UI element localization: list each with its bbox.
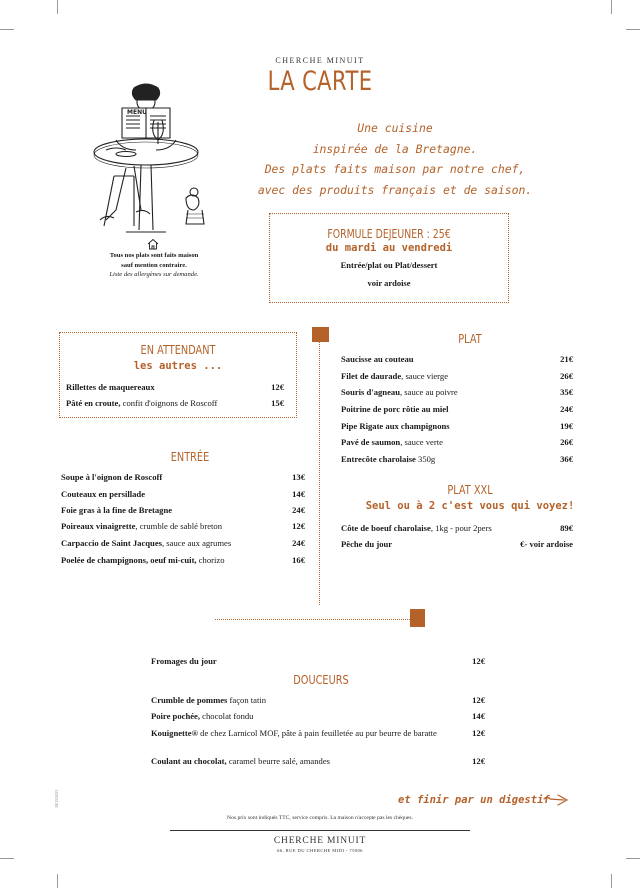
menu-item-detail: , sauce verte [400, 437, 443, 447]
menu-item [61, 472, 305, 483]
section-subtitle-plat-xxl: Seul ou à 2 c'est vous qui voyez! [365, 500, 575, 512]
menu-item-name [61, 505, 172, 516]
menu-item-price: 13€ [292, 472, 305, 482]
digestif-text: et finir par un digestif [398, 794, 550, 806]
section-title-entree: ENTRÉE [170, 449, 210, 464]
crop-mark [57, 874, 58, 888]
man-reading-menu-illustration [86, 80, 226, 240]
menu-item-fromages [151, 656, 485, 667]
section-title-en-attendant: EN ATTENDANT [140, 342, 216, 357]
section-title-plat: PLAT [458, 331, 482, 346]
menu-item-price: 12€ [472, 756, 485, 766]
menu-item-detail: chorizo [196, 555, 225, 565]
menu-item-dish: Entrecôte charolaise [341, 454, 416, 464]
arrow-right-icon [542, 792, 570, 808]
brand-header: CHERCHE MINUIT [275, 56, 365, 65]
formule-box [269, 213, 509, 303]
menu-item-dish: Côte de boeuf charolaise [341, 523, 431, 533]
menu-item-dish: Poireaux vinaigrette [61, 521, 136, 531]
menu-item-dish: Souris d'agneau [341, 387, 400, 397]
menu-item-price: 24€ [292, 505, 305, 515]
menu-item-name [66, 382, 155, 393]
menu-item-name [151, 756, 330, 767]
menu-item-detail: , crumble de sablé breton [135, 521, 223, 531]
note-line: Liste des allergènes sur demande. [109, 271, 199, 278]
menu-item-name [341, 539, 392, 550]
menu-item-price: 12€ [292, 521, 305, 531]
section-title-douceurs: DOUCEURS [293, 672, 349, 687]
menu-item [151, 756, 485, 767]
menu-item [151, 695, 485, 706]
menu-item-price: 26€ [560, 437, 573, 447]
menu-item-price: 35€ [560, 387, 573, 397]
formule-line: Entrée/plat ou Plat/dessert [340, 260, 438, 270]
vertical-divider [319, 333, 320, 605]
menu-item-price: 24€ [560, 404, 573, 414]
menu-item-dish: Foie gras à la fine de Bretagne [61, 505, 173, 515]
svg-text:MENU: MENU [127, 109, 147, 116]
menu-item [61, 538, 305, 549]
footer-note: Nos prix sont indiqués TTC, service compris. La maison n'accepte pas les chèques. [227, 815, 413, 821]
menu-item-name [151, 695, 266, 706]
horizontal-divider [215, 619, 410, 620]
menu-item-detail: , sauce au poivre [399, 387, 458, 397]
menu-item-price: 16€ [292, 555, 305, 565]
menu-item-name [66, 398, 217, 409]
menu-item-name [61, 521, 222, 532]
menu-item-name [61, 472, 162, 483]
menu-item-dish: Poitrine de porc rôtie au miel [341, 404, 449, 414]
menu-item-name [61, 555, 225, 566]
menu-item [66, 398, 284, 409]
menu-item-name [341, 387, 458, 398]
menu-item [341, 354, 573, 365]
menu-item-price: 19€ [560, 421, 573, 431]
menu-item-name [341, 454, 435, 465]
page-title: LA CARTE [267, 66, 373, 97]
note-line: Tous nos plats sont faits maison [109, 252, 199, 259]
menu-item-dish: Soupe à l'oignon de Roscoff [61, 472, 163, 482]
menu-item-dish: Crumble de pommes [151, 695, 228, 705]
section-title-plat-xxl: PLAT XXL [447, 482, 493, 497]
menu-item-price: 89€ [560, 523, 573, 533]
note-line: sauf mention contraire. [121, 261, 187, 269]
menu-item-price: 24€ [292, 538, 305, 548]
menu-item-detail: , 1kg - pour 2pers [430, 523, 492, 533]
menu-item-detail: façon tatin [227, 695, 267, 705]
menu-item-price: 14€ [292, 489, 305, 499]
menu-item-detail: , sauce vierge [401, 371, 449, 381]
menu-item [341, 454, 573, 465]
menu-item [341, 437, 573, 448]
menu-item-name [61, 489, 145, 500]
menu-item-dish: Pêche du jour [341, 539, 393, 549]
allergen-note [80, 251, 228, 280]
formule-line: voir ardoise [367, 278, 411, 288]
menu-item-dish: Couteaux en persillade [61, 489, 146, 499]
house-icon [146, 238, 160, 250]
menu-item [151, 711, 485, 722]
tagline-line: avec des produits français et de saison. [257, 182, 533, 197]
tagline-line: Une cuisine [357, 121, 433, 135]
crop-mark [611, 0, 612, 14]
menu-item-name [341, 404, 448, 415]
menu-item-price: 21€ [560, 354, 573, 364]
menu-item-dish: Pavé de saumon [341, 437, 401, 447]
menu-item [341, 421, 573, 432]
menu-item-price: 26€ [560, 371, 573, 381]
side-date: 18/11/2023 [54, 789, 59, 808]
menu-item-detail: chocolat fondu [200, 711, 254, 721]
menu-item-dish: Poelée de champignons, oeuf mi-cuit, [61, 555, 197, 565]
menu-item-dish: Saucisse au couteau [341, 354, 414, 364]
accent-square [312, 327, 329, 342]
menu-item [341, 539, 573, 550]
menu-item [341, 387, 573, 398]
menu-item-price: 12€ [472, 656, 485, 666]
menu-item-dish: Pâté en croute, [66, 398, 121, 408]
footer-address: 66, RUE DU CHERCHE MIDI - 75006 [277, 848, 363, 853]
crop-mark [626, 29, 640, 30]
section-subtitle-en-attendant: les autres ... [133, 360, 223, 372]
menu-item-dish: Rillettes de maquereaux [66, 382, 155, 392]
menu-item-price: 36€ [560, 454, 573, 464]
menu-item [61, 521, 305, 532]
menu-item [61, 555, 305, 566]
footer-divider [170, 830, 470, 831]
menu-item-price: €- voir ardoise [520, 539, 573, 549]
accent-square [410, 609, 425, 627]
menu-item-detail: caramel beurre salé, amandes [226, 756, 330, 766]
menu-item [341, 523, 573, 534]
menu-item-name [341, 523, 492, 534]
menu-item [341, 371, 573, 382]
menu-item-name [341, 354, 414, 365]
menu-item-name [151, 656, 217, 667]
menu-item-dish: Coulant au chocolat, [151, 756, 227, 766]
menu-item-name [151, 711, 253, 722]
crop-mark [0, 29, 14, 30]
menu-item-price: 14€ [472, 711, 485, 721]
menu-item [61, 505, 305, 516]
formule-title: FORMULE DEJEUNER : 25€ [327, 227, 451, 241]
menu-item-dish: Carpaccio de Saint Jacques [61, 538, 162, 548]
menu-item-name [341, 421, 450, 432]
menu-item-name [341, 437, 443, 448]
crop-mark [57, 0, 58, 14]
crop-mark [0, 858, 14, 859]
formule-subtitle: du mardi au vendredi [325, 242, 453, 254]
menu-item [341, 404, 573, 415]
menu-item-detail: confit d'oignons de Roscoff [120, 398, 218, 408]
menu-item [151, 728, 485, 739]
crop-mark [611, 874, 612, 888]
tagline-line: Des plats faits maison par notre chef, [264, 162, 526, 176]
menu-item [66, 382, 284, 393]
menu-item-price: 12€ [271, 382, 284, 392]
menu-item-dish: Fromages du jour [151, 656, 217, 666]
menu-item-name [341, 371, 448, 382]
menu-item-detail: , sauce aux agrumes [161, 538, 232, 548]
menu-item-price: 12€ [472, 728, 485, 738]
crop-mark [626, 858, 640, 859]
menu-item-price: 15€ [271, 398, 284, 408]
menu-item-dish: Kouignette® [151, 728, 198, 738]
menu-item-detail: de chez Larnicol MOF, pâte à pain feuilletée au pur beurre de baratte [198, 728, 437, 738]
tagline [240, 118, 550, 200]
menu-item-price: 12€ [472, 695, 485, 705]
menu-item-dish: Poire pochée, [151, 711, 201, 721]
menu-item-name [61, 538, 231, 549]
menu-item [61, 489, 305, 500]
menu-item-dish: Filet de daurade [341, 371, 402, 381]
menu-item-dish: Pipe Rigate aux champignons [341, 421, 450, 431]
menu-item-name [151, 728, 451, 739]
footer-brand: CHERCHE MINUIT [273, 836, 367, 846]
tagline-line: inspirée de la Bretagne. [312, 141, 478, 156]
menu-item-detail: 350g [415, 454, 436, 464]
